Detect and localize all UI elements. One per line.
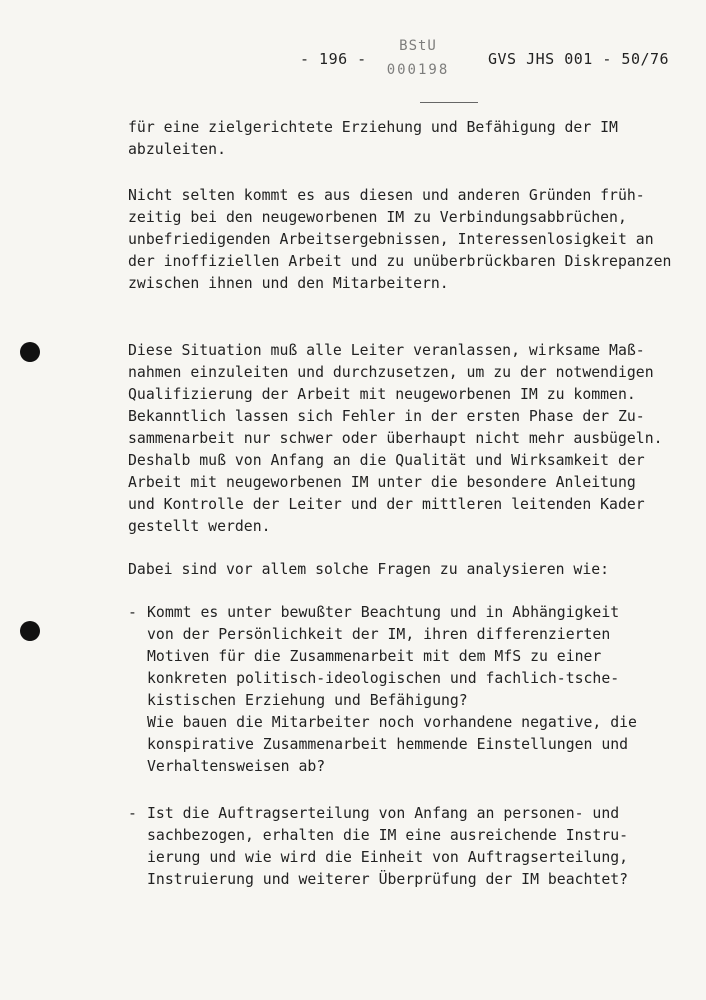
text-line: und Kontrolle der Leiter und der mittleren leitenden Kader [128, 496, 645, 513]
text-line: unbefriedigenden Arbeitsergebnissen, Interessenlosigkeit an [128, 231, 654, 248]
stamp-underline [420, 102, 478, 103]
text-line: Arbeit mit neugeworbenen IM unter die besondere Anleitung [128, 474, 636, 491]
text-line: zeitig bei den neugeworbenen IM zu Verbindungsabbrüchen, [128, 209, 627, 226]
text-line: Dabei sind vor allem solche Fragen zu analysieren wie: [128, 561, 610, 578]
text-line: nahmen einzuleiten und durchzusetzen, um zu der notwendigen [128, 364, 654, 381]
text-line: abzuleiten. [128, 141, 226, 158]
punch-hole-lower [20, 621, 40, 641]
text-line: Bekanntlich lassen sich Fehler in der ersten Phase der Zu- [128, 408, 645, 425]
bullet-marker: - [128, 604, 137, 621]
document-reference: GVS JHS 001 - 50/76 [488, 50, 670, 68]
text-line: zwischen ihnen und den Mitarbeitern. [128, 275, 449, 292]
stamp-number: 000198 [386, 62, 450, 78]
text-line: Qualifizierung der Arbeit mit neugeworbenen IM zu kommen. [128, 386, 636, 403]
bullet-marker: - [128, 805, 137, 822]
text-line: Deshalb muß von Anfang an die Qualität und Wirksamkeit der [128, 452, 645, 469]
text-line: Nicht selten kommt es aus diesen und anderen Gründen früh- [128, 187, 645, 204]
text-line: für eine zielgerichtete Erziehung und Befähigung der IM [128, 119, 618, 136]
text-line: konkreten politisch-ideologischen und fachlich-tsche- [147, 670, 620, 687]
paragraph [128, 340, 688, 538]
paragraph [128, 185, 688, 295]
text-line: kistischen Erziehung und Befähigung? [147, 692, 468, 709]
page-number: - 196 - [300, 50, 367, 68]
text-line: Wie bauen die Mitarbeiter noch vorhandene negative, die [147, 714, 637, 731]
text-line: von der Persönlichkeit der IM, ihren differenzierten [147, 626, 611, 643]
bullet-item [147, 602, 692, 778]
text-line: sammenarbeit nur schwer oder überhaupt nicht mehr ausbügeln. [128, 430, 663, 447]
text-line: Diese Situation muß alle Leiter veranlassen, wirksame Maß- [128, 342, 645, 359]
text-line: Kommt es unter bewußter Beachtung und in Abhängigkeit [147, 604, 620, 621]
text-line: konspirative Zusammenarbeit hemmende Einstellungen und [147, 736, 629, 753]
text-line: der inoffiziellen Arbeit und zu unüberbrückbaren Diskrepanzen [128, 253, 672, 270]
text-line: sachbezogen, erhalten die IM eine ausreichende Instru- [147, 827, 629, 844]
punch-hole-upper [20, 342, 40, 362]
text-line: Motiven für die Zusammenarbeit mit dem MfS zu einer [147, 648, 602, 665]
stamp-agency: BStU [399, 38, 437, 54]
paragraph [128, 117, 688, 161]
text-line: gestellt werden. [128, 518, 271, 535]
text-line: ierung und wie wird die Einheit von Auftragserteilung, [147, 849, 629, 866]
archive-stamp [384, 38, 452, 78]
bullet-item [147, 803, 692, 891]
paragraph [128, 559, 688, 581]
text-line: Ist die Auftragserteilung von Anfang an personen- und [147, 805, 620, 822]
text-line: Verhaltensweisen ab? [147, 758, 326, 775]
text-line: Instruierung und weiterer Überprüfung der IM beachtet? [147, 871, 629, 888]
